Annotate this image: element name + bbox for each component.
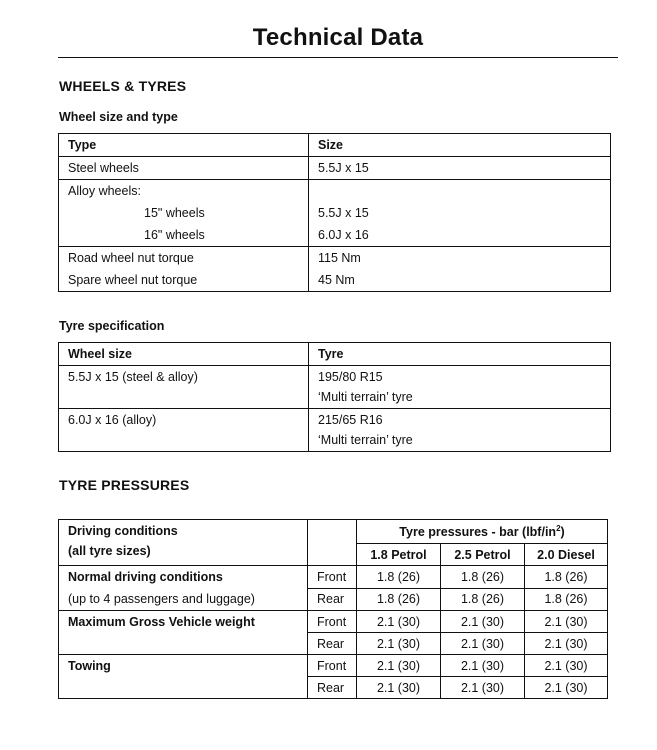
normal-driving-note: (up to 4 passengers and luggage) — [68, 592, 255, 606]
tyre-wheel-1: 5.5J x 15 (steel & alloy) — [68, 370, 198, 384]
position-rear: Rear — [308, 588, 357, 611]
header-type: Type — [68, 138, 97, 152]
table-header-row — [59, 520, 608, 544]
spare-nut-label: Spare wheel nut torque — [68, 273, 198, 287]
pressure-value: 2.1 (30) — [441, 655, 525, 677]
header-wheel-size: Wheel size — [68, 347, 132, 361]
road-nut-value: 115 Nm — [318, 251, 361, 265]
table-row — [59, 157, 611, 180]
position-front: Front — [308, 611, 357, 633]
tyre-type-2: ‘Multi terrain’ tyre — [318, 433, 413, 447]
table-row — [59, 409, 611, 452]
pressure-value: 1.8 (26) — [525, 588, 608, 611]
header-engine-3: 2.0 Diesel — [525, 544, 608, 566]
tyre-size-2: 215/65 R16 — [318, 413, 383, 427]
alloy-16-label: 16" wheels — [144, 228, 205, 242]
spare-nut-value: 45 Nm — [318, 273, 355, 287]
position-front: Front — [308, 566, 357, 589]
table-row — [59, 655, 608, 677]
section-heading-wheels: WHEELS & TYRES — [59, 78, 187, 94]
pressure-value: 2.1 (30) — [357, 633, 441, 655]
header-size: Size — [318, 138, 344, 152]
table-header-row — [59, 134, 611, 157]
pressure-value: 1.8 (26) — [525, 566, 608, 589]
position-rear: Rear — [308, 677, 357, 699]
road-nut-label: Road wheel nut torque — [68, 251, 194, 265]
tyre-spec-table — [58, 342, 611, 452]
section-heading-pressures: TYRE PRESSURES — [59, 477, 190, 493]
table-row — [59, 366, 611, 409]
pressure-value: 2.1 (30) — [525, 633, 608, 655]
alloy-15-label: 15" wheels — [144, 206, 205, 220]
wheel-size-table — [58, 133, 611, 292]
pressure-value: 1.8 (26) — [441, 566, 525, 589]
pressure-value: 2.1 (30) — [357, 611, 441, 633]
pressure-value: 2.1 (30) — [525, 655, 608, 677]
pressure-value: 1.8 (26) — [357, 566, 441, 589]
tyre-wheel-2: 6.0J x 16 (alloy) — [68, 413, 157, 427]
pressure-value: 2.1 (30) — [357, 677, 441, 699]
alloy-16-value: 6.0J x 16 — [318, 228, 369, 242]
header-tyre: Tyre — [318, 347, 344, 361]
alloy-15-value: 5.5J x 15 — [318, 206, 369, 220]
towing-label: Towing — [68, 659, 111, 673]
pressure-value: 2.1 (30) — [525, 611, 608, 633]
page-title: Technical Data — [252, 24, 424, 51]
pressure-value: 2.1 (30) — [525, 677, 608, 699]
normal-driving-label: Normal driving conditions — [68, 570, 223, 584]
steel-wheels-value: 5.5J x 15 — [318, 161, 369, 175]
table-row — [59, 180, 611, 247]
pressure-value: 2.1 (30) — [441, 633, 525, 655]
tyre-pressures-table — [58, 519, 608, 699]
header-driving-conditions: Driving conditions — [68, 524, 178, 538]
steel-wheels-label: Steel wheels — [68, 161, 139, 175]
pressure-value: 1.8 (26) — [441, 588, 525, 611]
alloy-wheels-label: Alloy wheels: — [68, 184, 141, 198]
table-row — [59, 611, 608, 633]
max-gvw-label: Maximum Gross Vehicle weight — [68, 615, 255, 629]
tyre-type-1: ‘Multi terrain’ tyre — [318, 390, 413, 404]
table-header-row — [59, 343, 611, 366]
subheading-wheel-size: Wheel size and type — [59, 110, 178, 124]
pressure-value: 2.1 (30) — [441, 611, 525, 633]
header-all-tyre-sizes: (all tyre sizes) — [68, 544, 151, 558]
pressure-value: 2.1 (30) — [441, 677, 525, 699]
tyre-size-1: 195/80 R15 — [318, 370, 383, 384]
table-row — [59, 247, 611, 292]
table-row — [59, 566, 608, 589]
pressure-value: 2.1 (30) — [357, 655, 441, 677]
header-tyre-pressures: Tyre pressures - bar $(lbf/in^2)$ — [357, 520, 608, 544]
title-rule — [58, 57, 618, 58]
pressure-value: 1.8 (26) — [357, 588, 441, 611]
position-rear: Rear — [308, 633, 357, 655]
position-front: Front — [308, 655, 357, 677]
header-engine-1: 1.8 Petrol — [357, 544, 441, 566]
header-engine-2: 2.5 Petrol — [441, 544, 525, 566]
subheading-tyre-spec: Tyre specification — [59, 319, 165, 333]
